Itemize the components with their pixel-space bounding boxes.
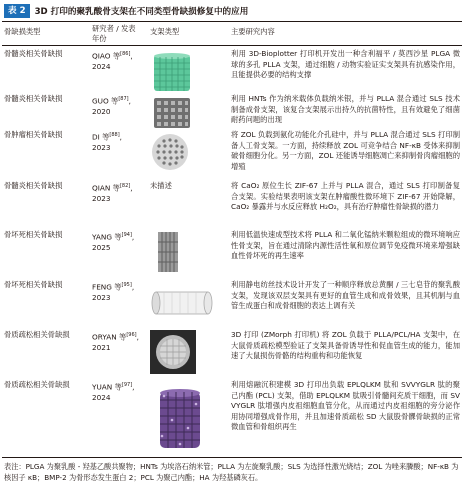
author-year: YANG 等[94], 2025 xyxy=(92,232,135,252)
main-content: 利用熔融沉积建模 3D 打印出负载 EPLQLKM 肽和 SVVYGLR 肽的聚己内酯 (PCL) 支架，借助 EPLQLKM 肽吸引骨髓间充质干细胞，而 SVVYGLR 肽增强内皮祖细胞血管分化，从而通过内皮祖细胞的旁分泌作用协同增强成骨作用，并且加速骨质疏松 SD 大鼠股骨髁骨缺损的正常微血管和骨组织再生 xyxy=(231,380,460,431)
reference: [82] xyxy=(119,183,131,189)
author-year: DI 等[88], 2023 xyxy=(92,132,122,152)
electrospun-tube-scaffold-image xyxy=(150,288,214,318)
year: 2021 xyxy=(92,342,111,352)
author: FENG 等 xyxy=(92,282,122,292)
author-year: QIAN 等[82], 2023 xyxy=(92,183,133,203)
scaffold-type: 未描述 xyxy=(150,181,172,190)
year: 2024 xyxy=(92,392,111,402)
vertical-rod-scaffold-image xyxy=(150,230,186,274)
reference: [87] xyxy=(118,96,129,102)
defect-type: 骨髓炎相关骨缺损 xyxy=(4,181,63,190)
table-title: 3D 打印的聚乳酸骨支架在不同类型骨缺损修复中的应用 xyxy=(34,7,249,17)
header-main-content: 主要研究内容 xyxy=(231,27,275,36)
table-header-rule xyxy=(2,45,462,46)
perforated-disc-scaffold-image xyxy=(150,132,190,172)
main-content: 利用 3D-Bioplotter 打印机开发出一种含利福平 / 莫西沙星 PLGA 微球的多孔 PLLA 支架，通过细胞 / 动物实验证实支架具有抗感染作用，且能提供必要的结构支撑 xyxy=(231,49,460,79)
main-content: 3D 打印 (ZMorph 打印机) 将 ZOL 负载于 PLLA/PCL/HA 支架中，在大鼠骨质疏松模型验证了支架具备骨诱导性和促血管生成的能力，能加速了大鼠损伤骨骼的结构重构和功能恢复 xyxy=(231,330,460,360)
porous-cylinder-scaffold-image xyxy=(150,51,194,95)
year: 2023 xyxy=(92,142,111,152)
main-content: 利用低温快速成型技术将 PLLA 和二氧化锰纳米颗粒组成的微环境响应性骨支架，旨在通过清除内源性活性氧和原位调节免疫微环境来增强缺血性骨坏死的再生速率 xyxy=(231,230,460,260)
reference: [86] xyxy=(120,51,131,57)
defect-type: 骨坏死相关骨缺损 xyxy=(4,280,63,289)
table-number: 表 2 xyxy=(4,4,30,18)
main-content: 利用 HNTs 作为纳米载体负载纳米银，并与 PLLA 混合通过 SLS 技术制备成骨支架，该复合支架展示出持久的抗菌特性，且有效避免了细菌耐药问题的出现 xyxy=(231,94,460,124)
author: QIAO 等 xyxy=(92,51,121,61)
year: 2024 xyxy=(92,61,111,71)
year: 2025 xyxy=(92,242,111,252)
year: 2023 xyxy=(92,292,111,302)
defect-type: 骨质疏松相关骨缺损 xyxy=(4,330,70,339)
header-author-year: 研究者 / 发表年份 xyxy=(92,24,136,43)
year: 2020 xyxy=(92,106,111,116)
author-year: GUO 等[87], 2020 xyxy=(92,96,131,116)
table-note: 表注：PLGA 为聚乳酸 - 羟基乙酸共聚物；HNTs 为埃洛石纳米管；PLLA 为左旋聚乳酸；SLS 为选择性激光烧结；ZOL 为唑来膦酸；NF-κB 为核因子 κB；BMP-2 为骨形态发生蛋白 2；PCL 为聚己内酯；HA 为羟基磷灰石。 xyxy=(4,462,459,482)
table-bottom-rule xyxy=(2,457,462,458)
author: GUO 等 xyxy=(92,96,119,106)
defect-type: 骨髓炎相关骨缺损 xyxy=(4,49,63,58)
author-year: ORYAN 等[96], 2021 xyxy=(92,332,139,352)
main-content: 利用静电纺丝技术设计开发了一种顺序释放总黄酮 / 三七皂苷的聚乳酸支架，发现该双层支架具有更好的血管生成和成骨效果，且其机制与血管生成蛋白和成骨细胞的表达上调有关 xyxy=(231,280,460,310)
defect-type: 骨质疏松相关骨缺损 xyxy=(4,380,70,389)
reference: [88] xyxy=(109,132,120,138)
author: QIAN 等 xyxy=(92,183,120,193)
year: 2023 xyxy=(92,193,111,203)
grid-cylinder-scaffold-image xyxy=(150,96,194,130)
defect-type: 骨坏死相关骨缺损 xyxy=(4,230,63,239)
table-top-rule xyxy=(2,21,462,22)
defect-type: 骨肿瘤相关骨缺损 xyxy=(4,130,63,139)
round-mesh-scaffold-image xyxy=(150,330,196,374)
defect-type: 骨髓炎相关骨缺损 xyxy=(4,94,63,103)
reference: [96] xyxy=(126,332,137,338)
author-year: FENG 等[95], 2023 xyxy=(92,282,135,302)
author-year: YUAN 等[97], 2024 xyxy=(92,382,135,402)
reference: [95] xyxy=(121,282,132,288)
purple-porous-scaffold-image xyxy=(150,386,210,452)
main-content: 将 CaO₂ 原位生长 ZIF-67 上并与 PLLA 混合，通过 SLS 打印制备复合支架。实验结果表明该支架在肿瘤酸性微环境下 ZIF-67 开始降解，CaO₂ 暴露并与水反应释放 H₂O₂，具有治疗肿瘤性骨缺损的潜力 xyxy=(231,181,460,211)
reference: [94] xyxy=(121,232,132,238)
header-defect-type: 骨缺损类型 xyxy=(4,27,41,36)
author: DI 等 xyxy=(92,132,110,142)
author: YUAN 等 xyxy=(92,382,122,392)
header-scaffold-type: 支架类型 xyxy=(150,27,180,36)
table-caption xyxy=(4,3,248,19)
main-content: 将 ZOL 负载到氨化功能化介孔硅中，并与 PLLA 混合通过 SLS 打印制备人工骨支架。一方面，持续释放 ZOL 可竞争结合 NF-κB 受体来抑制破骨细胞分化。另一方面，ZOL 还能诱导细胞凋亡来抑制骨肉瘤细胞的增殖 xyxy=(231,130,460,171)
author: YANG 等 xyxy=(92,232,122,242)
author: ORYAN 等 xyxy=(92,332,127,342)
author-year: QIAO 等[86], 2024 xyxy=(92,51,133,71)
reference: [97] xyxy=(121,382,133,388)
